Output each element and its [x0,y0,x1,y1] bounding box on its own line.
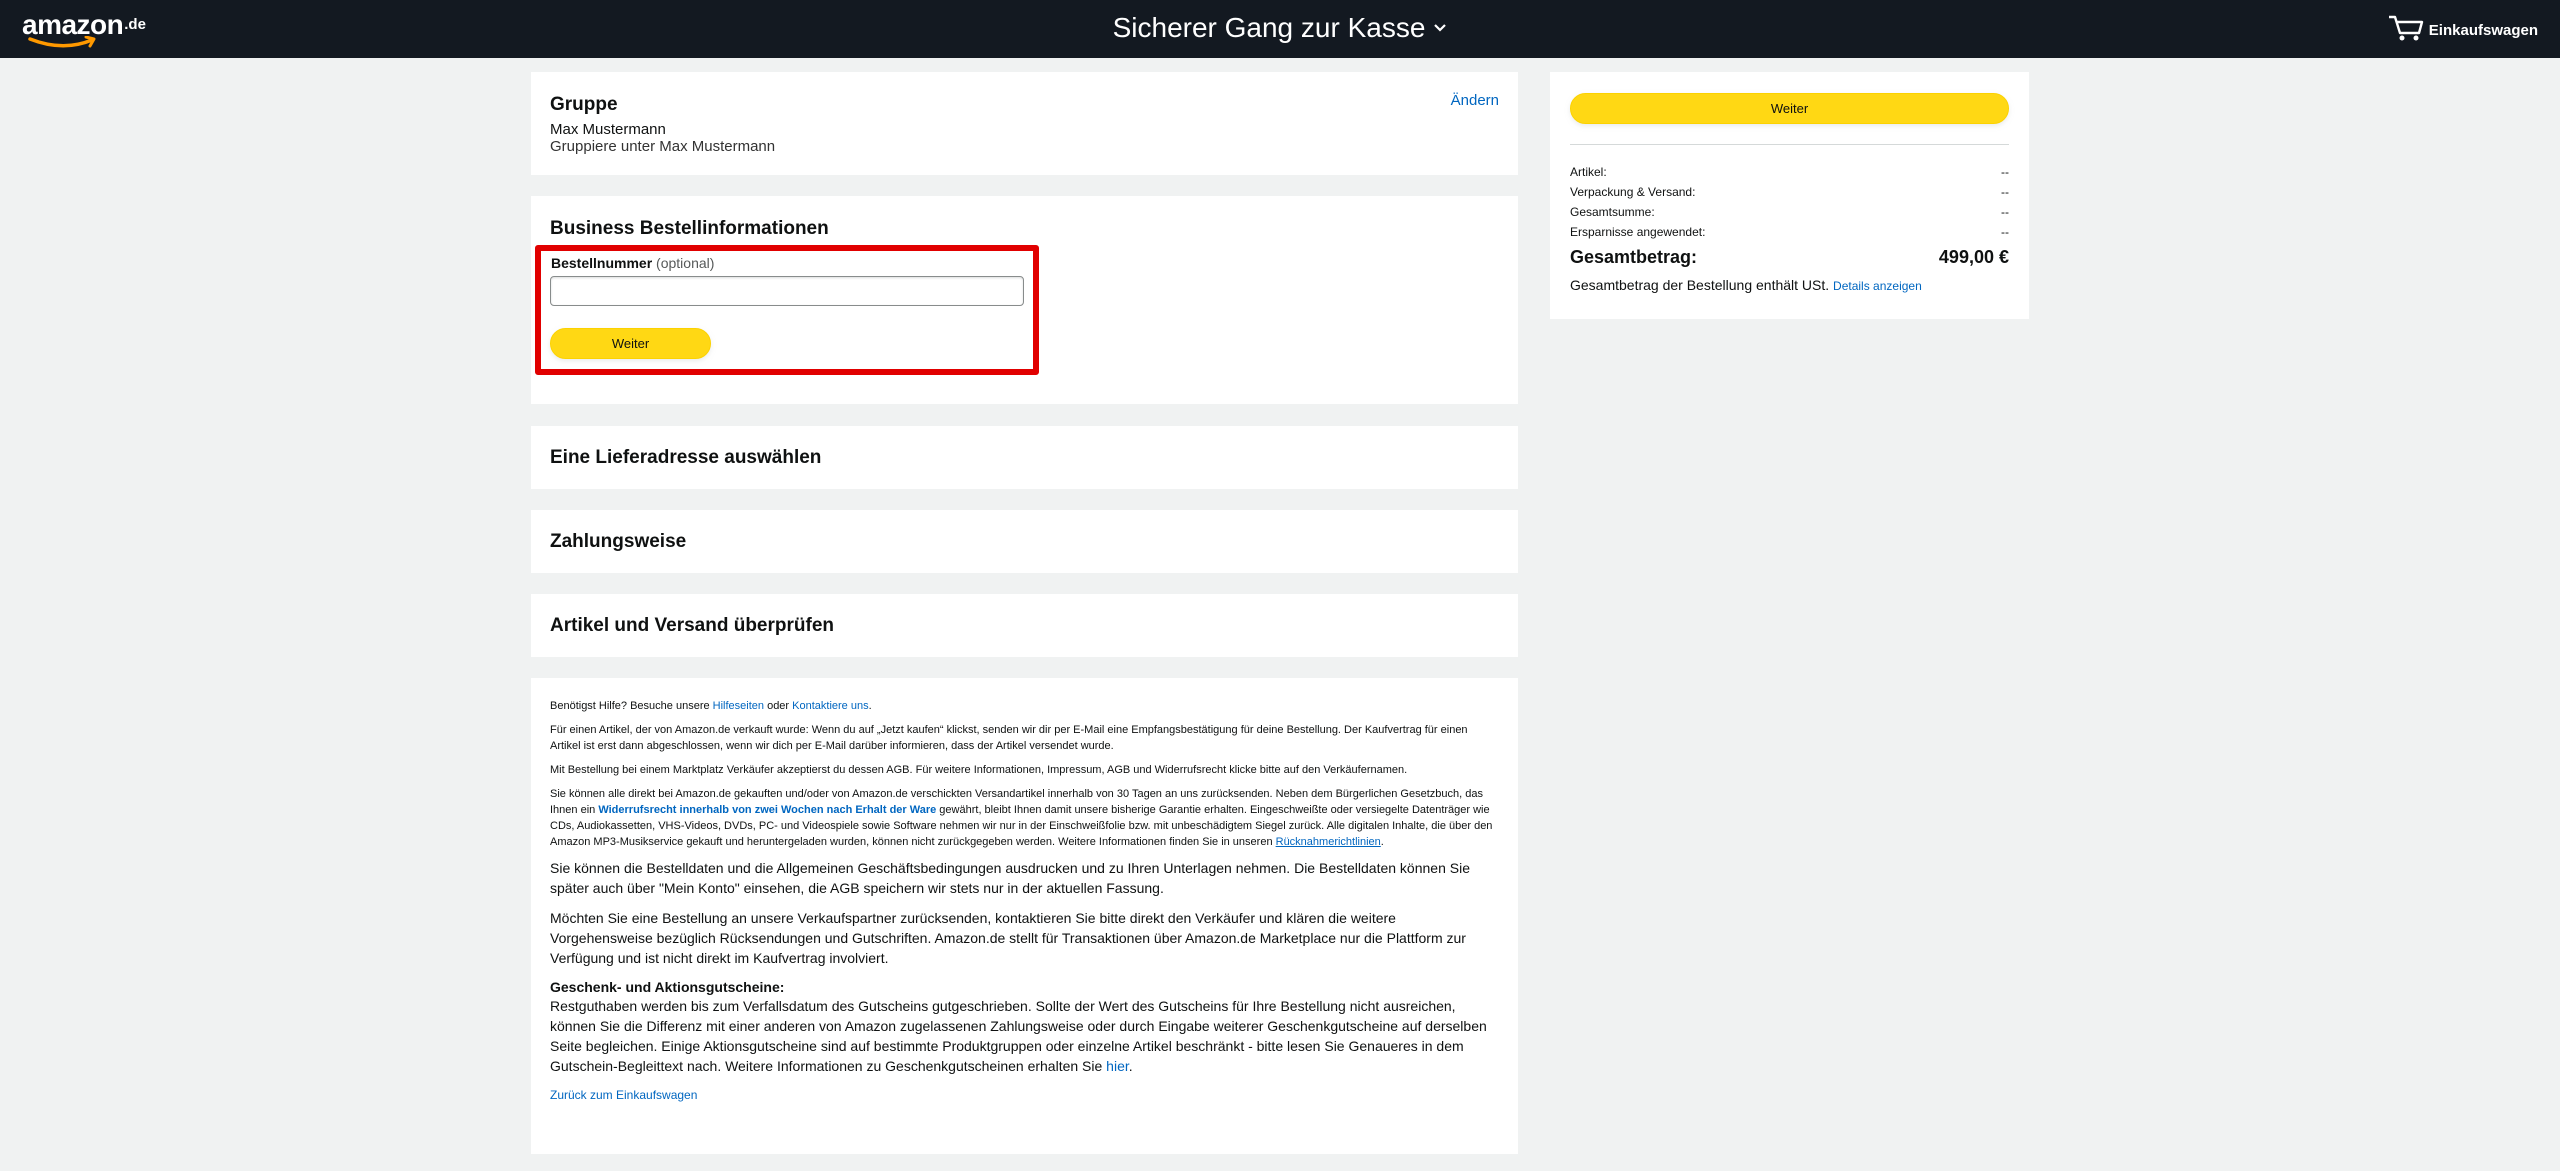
gift-voucher-body: Restguthaben werden bis zum Verfallsdatum des Gutscheins gutgeschrieben. Sollte der Wert des Gutscheins für Ihre Bestellung nicht ausreichen, können Sie die Differenz mit einer anderen von Amazon zugelassenen Zahlungsweise oder durch Eingabe weiterer Geschenkgutscheine auf derselben Seite begleichen. Einige Aktionsgutscheine sind auf bestimmte Produktgruppen oder einzelne Artikel beschränkt - bitte lesen Sie Genaueres in dem Gutschein-Begleittext nach. Weitere Informationen zu Geschenkgutscheinen erhalten Sie [550,998,1487,1074]
payment-method-section[interactable] [531,510,1518,573]
summary-row-value: -- [2001,225,2009,239]
group-panel [531,72,1518,175]
back-to-cart-link[interactable]: Zurück zum Einkaufswagen [550,1088,698,1102]
contact-us-link[interactable]: Kontaktiere uns [792,700,869,712]
review-items-title: Artikel und Versand überprüfen [550,615,834,636]
summary-row-label: Gesamtsumme: [1570,205,1655,219]
summary-row-subtotal [1570,205,2009,219]
help-pages-link[interactable]: Hilfeseiten [712,700,765,712]
tax-note [1570,277,1922,293]
top-header [0,0,2560,58]
help-suffix: . [868,700,872,712]
summary-row-value: -- [2001,185,2009,199]
business-continue-label: Weiter [611,336,650,351]
cart-button[interactable] [2387,13,2538,43]
checkout-heading [0,11,2560,45]
return-guidelines-link[interactable]: Rücknahmerichtlinien [1275,836,1381,848]
optional-hint: (optional) [656,255,715,271]
cart-icon [2387,13,2425,43]
gift-voucher-title: Geschenk- und Aktionsgutscheine: [550,979,785,995]
page-title: Sicherer Gang zur Kasse [1112,12,1426,43]
group-subtitle: Gruppiere unter Max Mustermann [550,138,776,155]
order-data-text: Sie können die Bestelldaten und die Allgemeinen Geschäftsbedingungen ausdrucken und zu Ihren Unterlagen nehmen. Die Bestelldaten können Sie später auch über "Mein Konto" einsehen, die AGB speichern wir stets nur in der aktuellen Fassung. [550,860,1470,896]
delivery-address-section[interactable] [531,426,1518,489]
change-group-link[interactable]: Ändern [1450,92,1499,109]
secure-checkout-dropdown[interactable] [1113,11,1448,45]
summary-row-value: -- [2001,165,2009,179]
summary-row-label: Artikel: [1570,165,1607,179]
summary-row-savings [1570,225,2009,239]
order-total-label: Gesamtbetrag: [1570,247,1698,267]
summary-row-items [1570,165,2009,179]
tax-note-text: Gesamtbetrag der Bestellung enthält USt. [1570,277,1830,293]
help-mid: oder [764,700,793,712]
summary-divider [1570,144,2009,145]
gift-voucher-text [550,996,1498,1076]
review-items-section[interactable] [531,594,1518,657]
return-policy-part-c: . [1380,836,1384,848]
purchase-contract-text: Für einen Artikel, der von Amazon.de verkauft wurde: Wenn du auf „Jetzt kaufen“ klickst, senden wir dir per E-Mail eine Empfangsbestätigung für deine Bestellung. Der Kaufvertrag für einen Artikel ist erst dann abgeschlossen, wenn wir dich per E-Mail darüber informieren, dass der Artikel versendet wurde. [550,724,1468,752]
legal-info-panel [531,678,1518,1154]
order-total-row [1570,247,2009,268]
chevron-down-icon [1433,23,1447,33]
summary-row-label: Ersparnisse angewendet: [1570,225,1706,239]
order-total-value: 499,00 € [1938,247,2009,267]
help-prefix: Benötigst Hilfe? Besuche unsere [550,700,713,712]
order-number-label-text: Bestellnummer [551,255,653,271]
payment-method-title: Zahlungsweise [550,531,687,552]
group-title: Gruppe [550,94,618,115]
summary-row-label: Verpackung & Versand: [1570,185,1696,199]
return-policy-text [550,786,1498,850]
return-policy-part-b: gewährt, bleibt Ihnen damit unsere bisherige Garantie erhalten. Eingeschweißte oder versiegelte Datenträger wie CDs, Audiokassetten, VHS-Videos, DVDs, PC- und Videospiele sowie Software nehmen wir nur in der Einschweißfolie bzw. mit unbeschädigtem Siegel zurück. Alle digitalen Inhalte, die über den Amazon MP3-Musikservice gekauft und heruntergeladen wurden, können nicht zurückgegeben werden. Weitere Informationen finden Sie in unseren [550,804,1493,848]
order-summary-panel [1550,72,2029,319]
summary-row-shipping [1570,185,2009,199]
help-text [550,698,1498,714]
summary-continue-button[interactable] [1570,93,2009,124]
logo-wordmark: amazon [22,9,124,40]
cart-label: Einkaufswagen [2428,22,2538,39]
order-number-input[interactable] [550,276,1024,306]
business-info-title: Business Bestellinformationen [550,218,829,239]
order-number-label [551,255,714,271]
group-name: Max Mustermann [550,121,666,138]
summary-continue-label: Weiter [1770,101,1809,116]
summary-row-value: -- [2001,205,2009,219]
gift-voucher-suffix: . [1128,1058,1133,1074]
delivery-address-title: Eine Lieferadresse auswählen [550,447,822,468]
marketplace-terms-text: Mit Bestellung bei einem Marktplatz Verkäufer akzeptierst du dessen AGB. Für weitere Informationen, Impressum, AGB und Widerrufsrecht klicke bitte auf den Verkäufernamen. [550,764,1408,776]
withdrawal-right-link[interactable]: Widerrufsrecht innerhalb von zwei Wochen nach Erhalt der Ware [598,804,937,816]
tax-details-link[interactable]: Details anzeigen [1833,279,1922,293]
gift-voucher-here-link[interactable]: hier [1106,1058,1129,1074]
logo-tld: .de [124,16,146,33]
business-continue-button[interactable] [550,328,711,359]
seller-returns-text: Möchten Sie eine Bestellung an unsere Verkaufspartner zurücksenden, kontaktieren Sie bitte direkt den Verkäufer und klären die weitere Vorgehensweise bezüglich Rücksendungen und Gutschriften. Amazon.de stellt für Transaktionen über Amazon.de Marketplace nur die Plattform zur Verfügung und ist nicht direkt im Kaufvertrag involviert. [550,910,1466,966]
return-policy-part-a: Sie können alle direkt bei Amazon.de gekauften und/oder von Amazon.de verschickten Versandartikel innerhalb von 30 Tagen an uns zurücksenden. Neben dem Bürgerlichen Gesetzbuch, das Ihnen ein [550,788,1483,816]
